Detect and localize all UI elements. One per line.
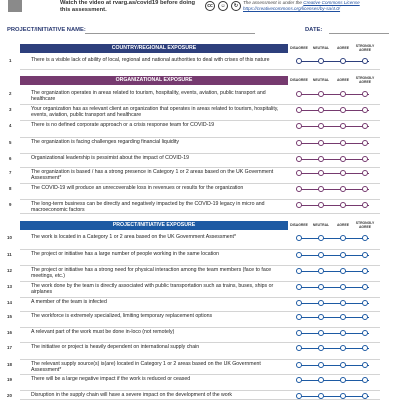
likert-track [299,126,369,127]
radio-agree[interactable] [340,362,346,368]
project-info-row [7,27,393,35]
question-text: The work done by the team is directly associated with public transportation such as trains, buses, ships or airplanes [31,283,274,295]
radio-strongly-agree[interactable] [362,362,368,368]
radio-disagree[interactable] [296,91,302,97]
radio-strongly-agree[interactable] [362,123,368,129]
radio-agree[interactable] [340,300,346,306]
row-divider [20,374,380,375]
question-text: The organization is facing challenges regarding financial liquidity [31,139,179,145]
scale-header-strongly-agree: STRONGLY AGREE [355,44,375,52]
radio-strongly-agree[interactable] [362,186,368,192]
radio-neutral[interactable] [318,91,324,97]
scale-header-neutral: NEUTRAL [312,223,330,227]
scale-header-agree: AGREE [336,46,350,50]
radio-strongly-agree[interactable] [362,284,368,290]
radio-strongly-agree[interactable] [362,58,368,64]
row-divider [20,69,380,70]
radio-agree[interactable] [340,314,346,320]
question-number: 8 [9,186,12,191]
row-divider [20,167,380,168]
likert-scale [296,91,372,97]
row-divider [20,153,380,154]
question-number: 1 [9,58,12,63]
radio-disagree[interactable] [296,314,302,320]
radio-strongly-agree[interactable] [362,345,368,351]
section-header-proj: PROJECT/INITIATIVE EXPOSURE [20,221,288,230]
question-text: The project or initiative has a large number of people working in the same location [31,251,220,257]
radio-strongly-agree[interactable] [362,202,368,208]
scale-header-strongly-agree: STRONGLY AGREE [355,76,375,84]
question-text: There will be a large negative impact if the work is reduced or ceased [31,376,191,382]
question-number: 9 [9,202,12,207]
question-number: 10 [7,235,12,240]
license-name-link[interactable]: Creative Commons License [303,0,360,5]
radio-neutral[interactable] [318,235,324,241]
likert-scale [296,345,372,351]
radio-agree[interactable] [340,186,346,192]
radio-strongly-agree[interactable] [362,252,368,258]
radio-neutral[interactable] [318,268,324,274]
radio-agree[interactable] [340,252,346,258]
radio-strongly-agree[interactable] [362,170,368,176]
question-number: 17 [7,345,12,350]
question-number: 4 [9,123,12,128]
question-number: 7 [9,170,12,175]
row-divider [20,327,380,328]
row-divider [20,297,380,298]
radio-agree[interactable] [340,202,346,208]
question-number: 11 [7,252,12,257]
radio-neutral[interactable] [318,362,324,368]
likert-track [299,189,369,190]
question-number: 20 [7,393,12,398]
likert-track [299,271,369,272]
radio-agree[interactable] [340,156,346,162]
question-text: The project or initiative has a strong need for physical interaction among the team members (face to face meetings, etc.) [31,267,272,279]
radio-strongly-agree[interactable] [362,268,368,274]
row-divider [20,213,380,214]
radio-agree[interactable] [340,58,346,64]
license-url-link[interactable]: https://creativecommons.org/licenses/by-sa/4.0/ [243,6,341,11]
row-divider [20,359,380,360]
radio-neutral[interactable] [318,170,324,176]
radio-disagree[interactable] [296,377,302,383]
radio-neutral[interactable] [318,377,324,383]
row-divider [20,249,380,250]
radio-neutral[interactable] [318,107,324,113]
radio-neutral[interactable] [318,58,324,64]
radio-agree[interactable] [340,268,346,274]
radio-strongly-agree[interactable] [362,300,368,306]
radio-neutral[interactable] [318,300,324,306]
likert-scale [296,314,372,320]
radio-strongly-agree[interactable] [362,330,368,336]
cc-license-icons [205,1,241,11]
likert-track [299,333,369,334]
row-divider [20,342,380,343]
radio-disagree[interactable] [296,123,302,129]
video-thumbnail[interactable] [8,0,22,12]
radio-neutral[interactable] [318,284,324,290]
radio-neutral[interactable] [318,202,324,208]
radio-agree[interactable] [340,345,346,351]
likert-scale [296,377,372,383]
question-text: The COVID-19 will produce an unrecoverable loss in revenues or results for the organization [31,185,244,191]
radio-strongly-agree[interactable] [362,107,368,113]
radio-strongly-agree[interactable] [362,91,368,97]
question-text: Organizational leadership is pessimist about the impact of COVID-19 [31,155,190,161]
likert-scale [296,156,372,162]
radio-disagree[interactable] [296,156,302,162]
radio-disagree[interactable] [296,300,302,306]
radio-neutral[interactable] [318,330,324,336]
likert-track [299,287,369,288]
likert-scale [296,123,372,129]
radio-agree[interactable] [340,123,346,129]
scale-header-neutral: NEUTRAL [312,78,330,82]
page-header [0,0,400,18]
radio-disagree[interactable] [296,330,302,336]
radio-disagree[interactable] [296,202,302,208]
question-text: The workforce is extremely specialized, limiting temporary replacement options [31,313,213,319]
likert-scale [296,107,372,113]
question-number: 12 [7,268,12,273]
radio-disagree[interactable] [296,107,302,113]
radio-disagree[interactable] [296,345,302,351]
scale-header-disagree: DISAGREE [290,78,308,82]
radio-strongly-agree[interactable] [362,156,368,162]
likert-track [299,94,369,95]
question-number: 5 [9,140,12,145]
likert-scale [296,235,372,241]
likert-scale [296,186,372,192]
likert-scale [296,268,372,274]
scale-header-strongly-agree: STRONGLY AGREE [355,221,375,229]
row-divider [20,390,380,391]
likert-track [299,303,369,304]
radio-agree[interactable] [340,284,346,290]
license-prefix: The assessment is under the [243,0,304,5]
likert-track [299,238,369,239]
likert-scale [296,140,372,146]
row-divider [20,199,380,200]
radio-agree[interactable] [340,140,346,146]
radio-disagree[interactable] [296,252,302,258]
question-text: Your organization has as relevant client an organization that operates in areas related to tourism, hospitality, events, aviation, public transport and healthcare [31,106,279,118]
question-text: The relevant supply source(s) is(are) located in Category 1 or 2 areas based on the UK Government Assessment* [31,361,261,373]
radio-disagree[interactable] [296,140,302,146]
likert-scale [296,58,372,64]
question-number: 18 [7,362,12,367]
radio-neutral[interactable] [318,123,324,129]
question-number: 3 [9,107,12,112]
radio-neutral[interactable] [318,252,324,258]
likert-track [299,255,369,256]
likert-scale [296,362,372,368]
by-icon: ☺ [218,1,228,11]
radio-disagree[interactable] [296,284,302,290]
likert-scale [296,252,372,258]
date-field[interactable] [329,33,389,34]
radio-disagree[interactable] [296,186,302,192]
question-number: 14 [7,300,12,305]
radio-agree[interactable] [340,170,346,176]
question-number: 15 [7,314,12,319]
radio-agree[interactable] [340,107,346,113]
question-number: 13 [7,284,12,289]
radio-agree[interactable] [340,377,346,383]
question-text: The long-term business can be directly and negatively impacted by the COVID-19 legacy in micro and macroeconomic factors [31,201,265,213]
radio-strongly-agree[interactable] [362,314,368,320]
radio-disagree[interactable] [296,268,302,274]
scale-header-disagree: DISAGREE [290,46,308,50]
radio-strongly-agree[interactable] [362,377,368,383]
radio-neutral[interactable] [318,156,324,162]
scale-header-agree: AGREE [336,223,350,227]
radio-neutral[interactable] [318,186,324,192]
likert-track [299,205,369,206]
radio-agree[interactable] [340,91,346,97]
question-number: 19 [7,377,12,382]
radio-disagree[interactable] [296,235,302,241]
radio-neutral[interactable] [318,314,324,320]
section-header-country: COUNTRY/REGIONAL EXPOSURE [20,44,288,53]
likert-track [299,365,369,366]
likert-scale [296,300,372,306]
likert-track [299,380,369,381]
likert-scale [296,170,372,176]
row-divider [20,137,380,138]
scale-header-disagree: DISAGREE [290,223,308,227]
question-text: There is a visible lack of ability of local, regional and national authorities to deal with crises of this nature [31,57,270,63]
radio-agree[interactable] [340,330,346,336]
row-divider [20,265,380,266]
likert-track [299,396,369,397]
video-instruction: Watch the video at rvarg.as/covid19 before doing this assessment. [60,0,196,13]
radio-disagree[interactable] [296,58,302,64]
sa-icon: ↻ [231,1,241,11]
question-text: A relevant part of the work must be done in-loco (not remotely) [31,329,175,335]
radio-neutral[interactable] [318,345,324,351]
license-notice [243,0,393,12]
row-divider [20,281,380,282]
likert-scale [296,284,372,290]
project-name-label: PROJECT/INITIATIVE NAME: [7,27,86,33]
cc-icon: cc [205,1,215,11]
radio-neutral[interactable] [318,140,324,146]
question-text: Disruption in the supply chain will have a severe impact on the development of the work [31,392,232,398]
question-text: There is no defined corporate approach or a crisis response team for COVID-19 [31,122,215,128]
project-name-field[interactable] [85,33,255,34]
question-number: 2 [9,91,12,96]
question-number: 16 [7,330,12,335]
row-divider [20,311,380,312]
likert-scale [296,330,372,336]
row-divider [20,183,380,184]
question-text: The organization is based / has a strong presence in Category 1 or 2 areas based on the UK Government Assessment* [31,169,274,181]
radio-disagree[interactable] [296,362,302,368]
scale-header-neutral: NEUTRAL [312,46,330,50]
likert-track [299,159,369,160]
date-label: DATE: [305,27,323,33]
section-header-org: ORGANIZATIONAL EXPOSURE [20,76,288,85]
likert-track [299,143,369,144]
question-text: The organization operates in areas related to tourism, hospitality, events, aviation, public transport and healthcare [31,90,266,102]
question-text: A member of the team is infected [31,299,107,305]
radio-agree[interactable] [340,235,346,241]
radio-strongly-agree[interactable] [362,140,368,146]
question-text: The initiative or project is heavily dependent on international supply chain [31,344,200,350]
question-number: 6 [9,156,12,161]
likert-scale [296,202,372,208]
radio-strongly-agree[interactable] [362,235,368,241]
radio-disagree[interactable] [296,170,302,176]
row-divider [20,120,380,121]
likert-track [299,110,369,111]
likert-track [299,317,369,318]
row-divider [20,104,380,105]
likert-track [299,173,369,174]
scale-header-agree: AGREE [336,78,350,82]
likert-track [299,61,369,62]
question-text: The work is located in a Category 1 or 2 area based on the UK Government Assessment* [31,234,237,240]
likert-track [299,348,369,349]
